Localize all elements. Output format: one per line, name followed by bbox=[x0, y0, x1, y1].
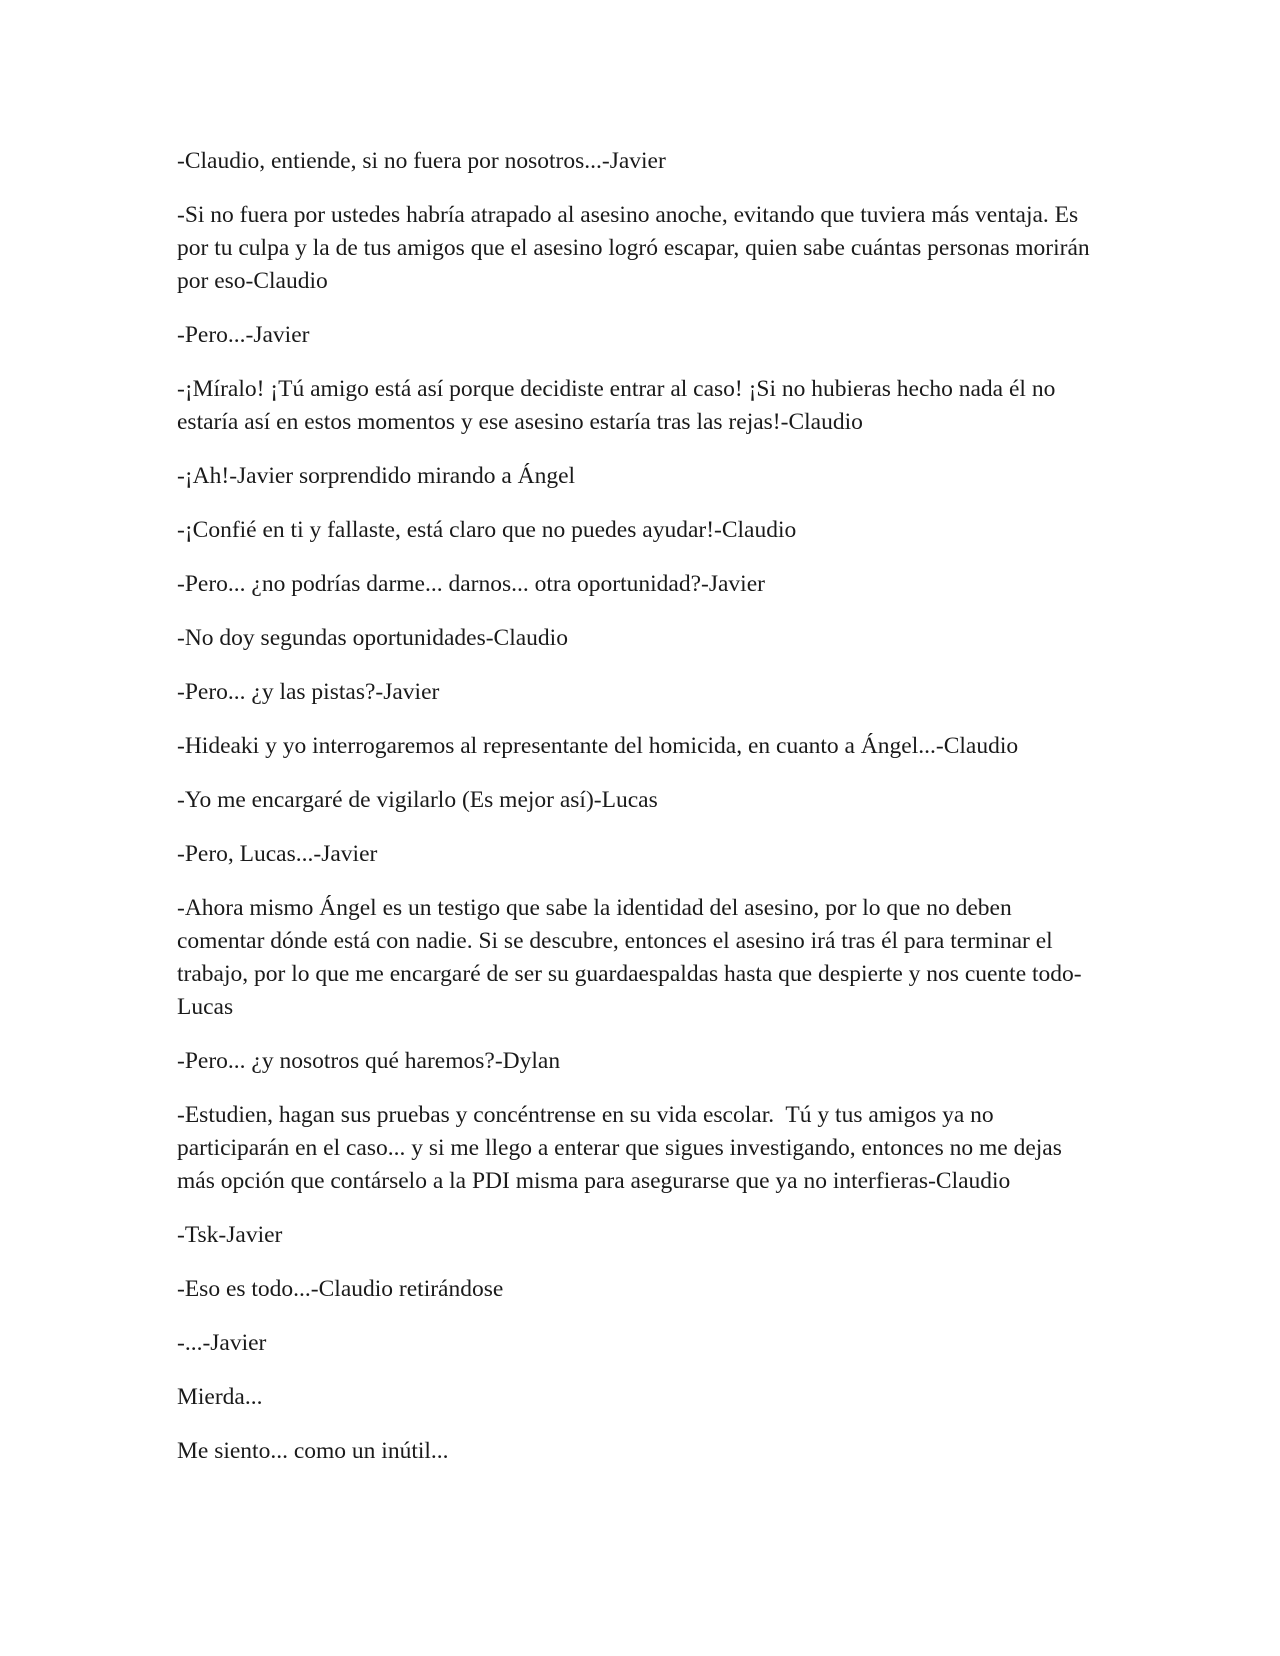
paragraph: -Claudio, entiende, si no fuera por nosotros...-Javier bbox=[177, 148, 666, 174]
paragraph: -Pero... ¿y las pistas?-Javier bbox=[177, 679, 440, 705]
paragraph: -Tsk-Javier bbox=[177, 1222, 283, 1248]
paragraph: -Estudien, hagan sus pruebas y concéntrense en su vida escolar. Tú y tus amigos ya no participarán en el caso... y si me llego a enterar que sigues investigando, entonces no me dejas más opción que contárselo a la PDI misma para asegurarse que ya no interfieras-Claudio bbox=[177, 1102, 1068, 1194]
paragraph: -Yo me encargaré de vigilarlo (Es mejor así)-Lucas bbox=[177, 787, 658, 813]
paragraph: -Ahora mismo Ángel es un testigo que sabe la identidad del asesino, por lo que no deben comentar dónde está con nadie. Si se descubre, entonces el asesino irá tras él para terminar el trabajo, por lo que me encargaré de ser su guardaespaldas hasta que despierte y nos cuente todo-Lucas bbox=[177, 895, 1082, 1020]
paragraph: -Pero... ¿y nosotros qué haremos?-Dylan bbox=[177, 1048, 561, 1074]
paragraph: -¡Confié en ti y fallaste, está claro que no puedes ayudar!-Claudio bbox=[177, 517, 797, 543]
paragraph: -No doy segundas oportunidades-Claudio bbox=[177, 625, 568, 651]
paragraph: -Pero, Lucas...-Javier bbox=[177, 841, 378, 867]
paragraph: -¡Ah!-Javier sorprendido mirando a Ángel bbox=[177, 463, 576, 489]
paragraph: Me siento... como un inútil... bbox=[177, 1438, 449, 1464]
paragraph: -Eso es todo...-Claudio retirándose bbox=[177, 1276, 504, 1302]
paragraph: -Pero...-Javier bbox=[177, 322, 310, 348]
document-body bbox=[177, 145, 1102, 1489]
paragraph: -Hideaki y yo interrogaremos al representante del homicida, en cuanto a Ángel...-Claudio bbox=[177, 733, 1019, 759]
paragraph: -Pero... ¿no podrías darme... darnos... otra oportunidad?-Javier bbox=[177, 571, 765, 597]
paragraph: Mierda... bbox=[177, 1384, 263, 1410]
paragraph: -...-Javier bbox=[177, 1330, 267, 1356]
paragraph: -Si no fuera por ustedes habría atrapado al asesino anoche, evitando que tuviera más ventaja. Es por tu culpa y la de tus amigos que el asesino logró escapar, quien sabe cuántas personas morirán por eso-Claudio bbox=[177, 202, 1096, 294]
paragraph: -¡Míralo! ¡Tú amigo está así porque decidiste entrar al caso! ¡Si no hubieras hecho nada él no estaría así en estos momentos y ese asesino estaría tras las rejas!-Claudio bbox=[177, 376, 1062, 435]
